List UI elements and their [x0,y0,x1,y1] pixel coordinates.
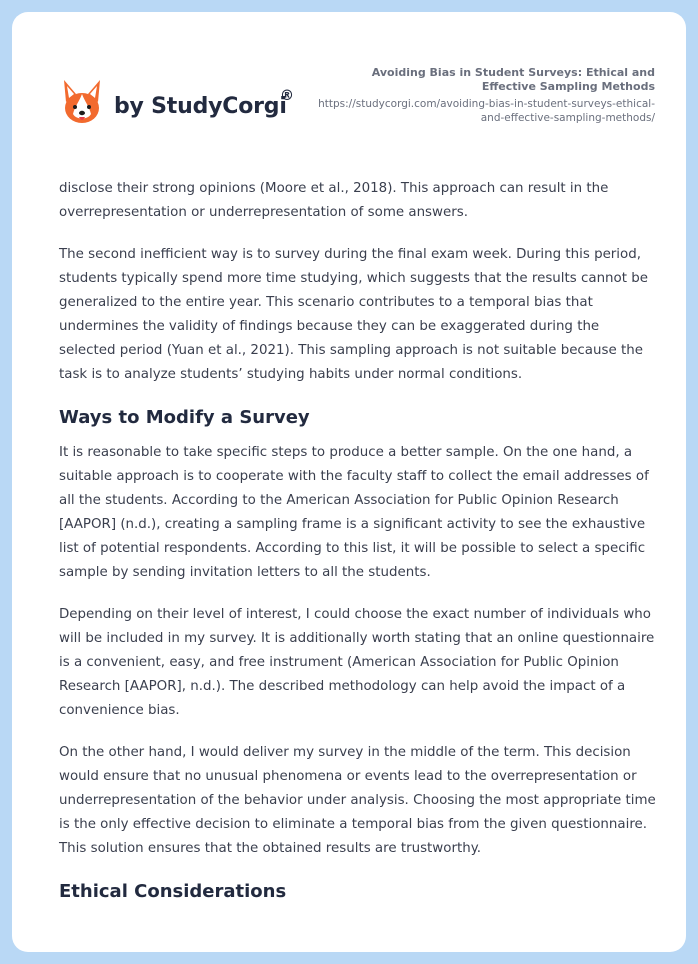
paragraph: The second inefficient way is to survey during the final exam week. During this period, students typically spend more time studying, which suggests that the results cannot be generalized to the entire year. This scenario contributes to a temporal bias that undermines the validity of findings because they can be exaggerated during the selected period (Yuan et al., 2021). This sampling approach is not suitable because the task is to analyze students’ studying habits under normal conditions. [59,247,648,382]
registered-mark: ® [280,88,294,104]
section-heading: Ethical Considerations [59,881,287,902]
paragraph: It is reasonable to take specific steps to produce a better sample. On the one hand, a suitable approach is to cooperate with the faculty staff to collect the email addresses of all the students. According to the American Association for Public Opinion Research [AAPOR] (n.d.), creating a sampling frame is a significant activity to see the exhaustive list of potential respondents. According to this list, it will be possible to select a specific sample by sending invitation letters to all the students. [59,445,649,580]
paragraph: disclose their strong opinions (Moore et al., 2018). This approach can result in the overrepresentation or underrepresentation of some answers. [59,181,609,220]
page-header [12,12,686,162]
studycorgi-logo[interactable] [60,76,320,130]
logo-text: by StudyCorgi [114,94,287,119]
paragraph: Depending on their level of interest, I could choose the exact number of individuals who will be included in my survey. It is additionally worth stating that an online questionnaire is a convenient, easy, and free instrument (American Association for Public Opinion Research [AAPOR], n.d.). The described methodology can help avoid the impact of a convenience bias. [59,607,655,718]
corgi-icon [60,76,104,130]
paragraph: On the other hand, I would deliver my survey in the middle of the term. This decision would ensure that no unusual phenomena or events lead to the overrepresentation or underrepresentation of the behavior under analysis. Choosing the most appropriate time is the only effective decision to eliminate a temporal bias from the given questionnaire. This solution ensures that the obtained results are trustworthy. [59,745,656,856]
document-page [12,12,686,952]
document-title: Avoiding Bias in Student Surveys: Ethical and Effective Sampling Methods [371,66,655,93]
document-url[interactable]: https://studycorgi.com/avoiding-bias-in-student-surveys-ethical-and-effective-sampling-methods/ [318,98,655,124]
essay-body [59,177,659,915]
section-heading: Ways to Modify a Survey [59,407,310,428]
